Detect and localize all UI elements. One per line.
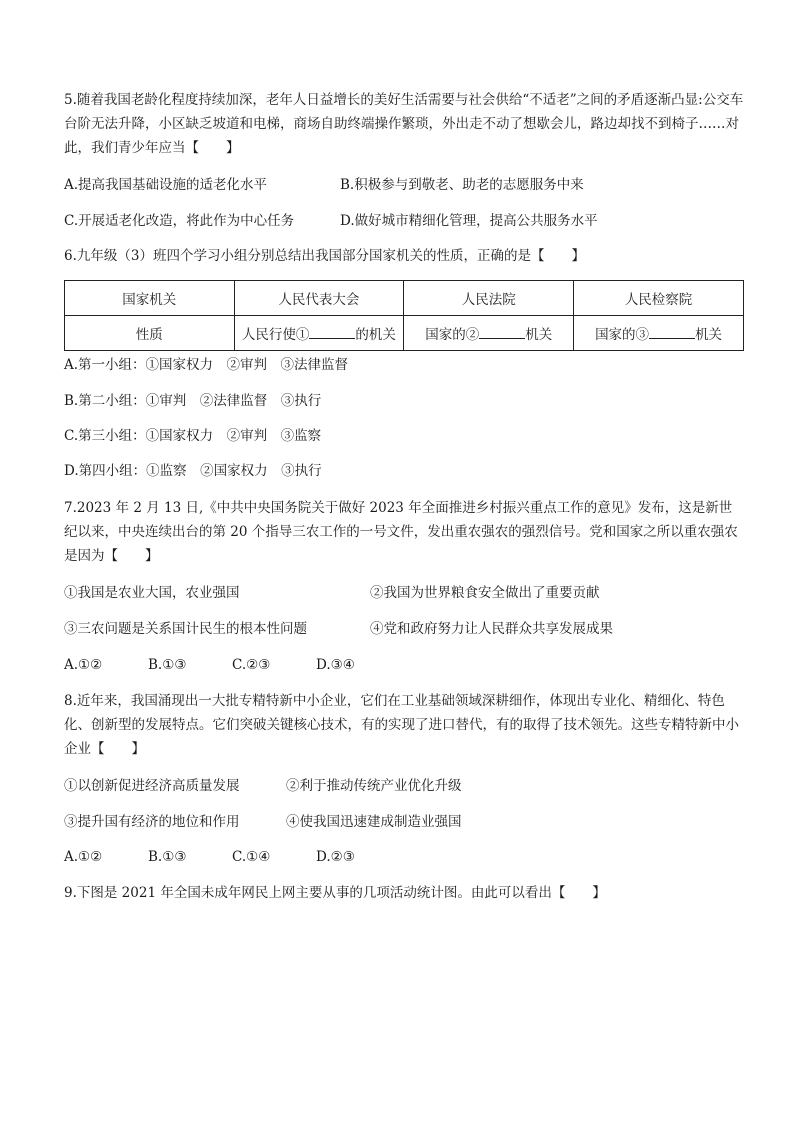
table-row bbox=[65, 316, 744, 351]
table-cell-1 bbox=[234, 316, 404, 351]
q8-option-c[interactable]: C.①④ bbox=[232, 849, 271, 865]
q5-option-d[interactable]: D.做好城市精细化管理，提高公共服务水平 bbox=[340, 213, 598, 229]
cell-text: 机关 bbox=[525, 327, 553, 343]
q8-option-b[interactable]: B.①③ bbox=[148, 849, 187, 865]
cell-text: 的机关 bbox=[355, 327, 396, 343]
question-5-stem: 5.随着我国老龄化程度持续加深，老年人日益增长的美好生活需要与社会供给“不适老”之间的矛盾逐渐凸显:公交车台阶无法升降，小区缺乏坡道和电梯，商场自助终端操作繁琐，外出走不动了想歇会儿，路边却找不到椅子……对此，我们青少年应当【 】 bbox=[64, 92, 744, 156]
question-8 bbox=[64, 689, 744, 761]
q7-option-c[interactable]: C.②③ bbox=[232, 657, 271, 673]
q6-option-a[interactable]: A.第一小组：①国家权力 ②审判 ③法律监督 bbox=[64, 357, 349, 373]
q8-statement-4: ④使我国迅速建成制造业强国 bbox=[286, 814, 462, 830]
table-header-cell: 国家机关 bbox=[65, 281, 235, 316]
fill-blank-3 bbox=[649, 324, 695, 339]
q7-option-a[interactable]: A.①② bbox=[64, 657, 103, 673]
fill-blank-1 bbox=[309, 324, 355, 339]
q8-statement-1: ①以创新促进经济高质量发展 bbox=[64, 778, 240, 794]
q7-statement-3: ③三农问题是关系国计民生的根本性问题 bbox=[64, 621, 307, 637]
question-7-options bbox=[64, 654, 744, 676]
table-header-cell: 人民检察院 bbox=[574, 281, 744, 316]
cell-text: 机关 bbox=[695, 327, 723, 343]
question-7-statements-row-2 bbox=[64, 618, 744, 640]
question-6-stem: 6.九年级（3）班四个学习小组分别总结出我国部分国家机关的性质，正确的是【 】 bbox=[64, 248, 585, 264]
question-7-stem: 7.2023 年 2 月 13 日,《中共中央国务院关于做好 2023 年全面推进乡村振兴重点工作的意见》发布，这是新世纪以来，中央连续出台的第 20 个指导三农工作的一号文件，发出重农强农的强烈信号。党和国家之所以重农强农是因为【 】 bbox=[64, 500, 738, 564]
question-8-options bbox=[64, 846, 744, 868]
question-9-stem: 9.下图是 2021 年全国未成年网民上网主要从事的几项活动统计图。由此可以看出【 】 bbox=[64, 885, 606, 901]
table-header-cell: 人民法院 bbox=[404, 281, 574, 316]
fill-blank-2 bbox=[479, 324, 525, 339]
question-8-statements-row-2 bbox=[64, 811, 744, 833]
q8-statement-3: ③提升国有经济的地位和作用 bbox=[64, 814, 240, 830]
question-6-table bbox=[64, 280, 744, 351]
table-cell-2 bbox=[404, 316, 574, 351]
question-5-options-row-2 bbox=[64, 210, 744, 232]
question-8-stem: 8.近年来，我国涌现出一大批专精特新中小企业，它们在工业基础领域深耕细作，体现出专业化、精细化、特色化、创新型的发展特点。它们突破关键核心技术，有的实现了进口替代，有的取得了技术领先。这些专精特新中小企业【 】 bbox=[64, 693, 739, 757]
q6-option-c[interactable]: C.第三小组：①国家权力 ②审判 ③监察 bbox=[64, 428, 322, 444]
question-8-statements-row-1 bbox=[64, 775, 744, 797]
q8-statement-2: ②利于推动传统产业优化升级 bbox=[286, 778, 462, 794]
table-header-cell: 人民代表大会 bbox=[234, 281, 404, 316]
q7-statement-1: ①我国是农业大国，农业强国 bbox=[64, 585, 240, 601]
cell-text: 人民行使① bbox=[241, 327, 310, 343]
q5-option-a[interactable]: A.提高我国基础设施的适老化水平 bbox=[64, 177, 268, 193]
q6-option-b[interactable]: B.第二小组：①审判 ②法律监督 ③执行 bbox=[64, 393, 322, 409]
question-7 bbox=[64, 496, 744, 568]
q8-option-d[interactable]: D.②③ bbox=[316, 849, 355, 865]
cell-text: 国家的③ bbox=[595, 327, 650, 343]
question-7-statements-row-1 bbox=[64, 582, 744, 604]
q7-statement-4: ④党和政府努力让人民群众共享发展成果 bbox=[370, 621, 613, 637]
cell-text: 国家的② bbox=[425, 327, 480, 343]
q7-statement-2: ②我国为世界粮食安全做出了重要贡献 bbox=[370, 585, 600, 601]
question-5 bbox=[64, 88, 744, 160]
table-header-row bbox=[65, 281, 744, 316]
question-5-options-row-1 bbox=[64, 174, 744, 196]
table-row-label: 性质 bbox=[65, 316, 235, 351]
q6-option-d[interactable]: D.第四小组：①监察 ②国家权力 ③执行 bbox=[64, 463, 322, 479]
q7-option-b[interactable]: B.①③ bbox=[148, 657, 187, 673]
table-cell-3 bbox=[574, 316, 744, 351]
q8-option-a[interactable]: A.①② bbox=[64, 849, 103, 865]
q7-option-d[interactable]: D.③④ bbox=[316, 657, 355, 673]
q5-option-c[interactable]: C.开展适老化改造，将此作为中心任务 bbox=[64, 213, 295, 229]
q5-option-b[interactable]: B.积极参与到敬老、助老的志愿服务中来 bbox=[340, 177, 584, 193]
